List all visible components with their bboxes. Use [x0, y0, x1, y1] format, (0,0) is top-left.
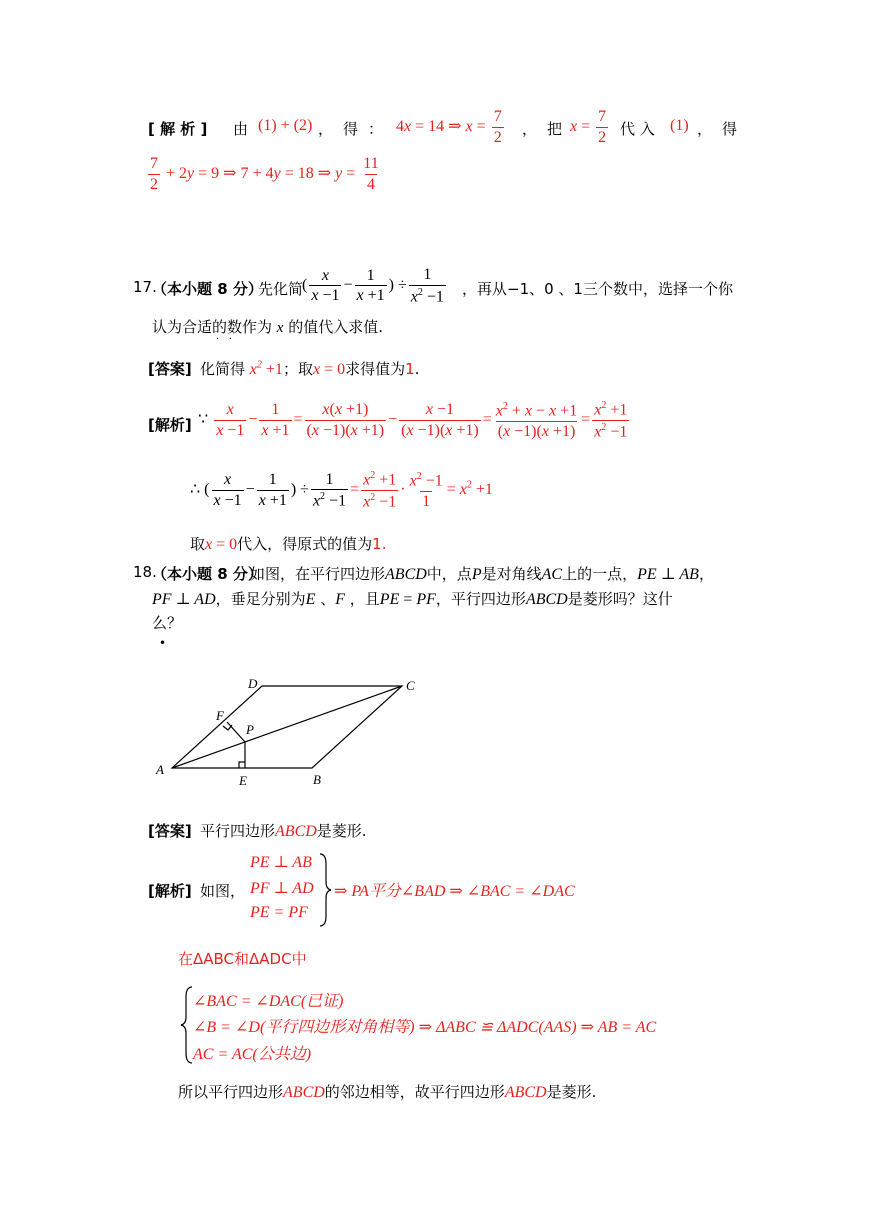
- label-b: B: [313, 772, 321, 787]
- p16-eq-1plus2: (1) + (2): [258, 117, 313, 134]
- p17-number: 17.: [133, 278, 157, 296]
- p16-de: 得: [343, 120, 359, 138]
- bullet-dot: •: [159, 636, 167, 650]
- p17-emphasis-dots: · ·: [216, 334, 232, 345]
- p18-cond3: PE = PF: [250, 904, 308, 921]
- p17-tail: ，再从−1、0 、1三个数中，选择一个你: [462, 280, 733, 298]
- label-a: A: [156, 762, 164, 777]
- p17-answer: 化简得 $x^2 +1$；取x = 0求得值为1.: [200, 359, 420, 378]
- p16-eq-4x: 4x = 14 ⇒ x = $\frac{7}{2}$: [396, 108, 502, 146]
- label-p: P: [246, 722, 254, 737]
- left-brace: [180, 985, 194, 1065]
- p18-answer-tag: [答案]: [148, 822, 192, 840]
- p16-colon: ：: [368, 120, 384, 138]
- p18-number: 18.: [133, 563, 157, 581]
- label-f: F: [216, 708, 224, 723]
- p17-line2: 认为合适的数作为 x 的值代入求值.: [152, 318, 384, 336]
- right-brace: [318, 852, 332, 928]
- label-d: D: [248, 676, 258, 691]
- right-angle-e: [239, 762, 245, 768]
- p18-step2: ∠B = ∠D(平行四边形对角相等) ⇒ ΔABC ≌ ΔADC(AAS) ⇒ AB = AC: [193, 1019, 657, 1036]
- p18-step3: AC = AC(公共边): [193, 1046, 312, 1063]
- p18-cond1: PE ⊥ AB: [250, 854, 312, 871]
- p16-ba: 把: [547, 120, 563, 138]
- p17-points: （本小题 8 分）: [152, 280, 263, 298]
- p16-jiexi-tag: [ 解 析 ]: [148, 120, 208, 138]
- p18-jiexi-tag: [解析]: [148, 882, 192, 900]
- p18-final: 所以平行四边形ABCD的邻边相等，故平行四边形ABCD是菱形.: [178, 1083, 597, 1101]
- p17-expression: ( $\frac{x}{x -1}$ − $\frac{1}{x +1}$ ) ÷ $\frac{1}{x^2 -1}$: [302, 266, 444, 305]
- p16-comma3: ，: [697, 120, 713, 138]
- p17-jiexi-line2: ∴ ( $\frac{x}{x -1}$ − $\frac{1}{x +1}$ ) ÷ $\frac{1}{x^2 -1}$ = $\frac{x^2 +1}{x^2 -1}$ · $\frac{x^2 -1}{1}$ = $x^2 +1$: [190, 470, 493, 511]
- p18-line2: PF ⊥ AD，垂足分别为E 、F ，且PE = PF，平行四边形ABCD是菱形吗？这什: [152, 590, 673, 608]
- p17-jiexi-tag: [解析]: [148, 416, 192, 434]
- p16-comma2: ，: [522, 120, 538, 138]
- p18-jiexi-lead: 如图，: [200, 882, 246, 900]
- p18-answer: 平行四边形ABCD是菱形.: [200, 822, 367, 840]
- p16-line2-eq: $\frac{7}{2}$ + 2y = 9 ⇒ 7 + 4y = 18 ⇒ y = $\frac{11}{4}$: [150, 155, 379, 193]
- p17-conclusion: 取x = 0代入，得原式的值为1.: [190, 535, 387, 553]
- p16-comma1: ，: [318, 120, 334, 138]
- p18-step1: ∠BAC = ∠DAC(已证): [193, 993, 344, 1010]
- p18-result: ⇒ PA平分∠BAD ⇒ ∠BAC = ∠DAC: [334, 883, 575, 900]
- p18-cond2: PF ⊥ AD: [250, 880, 314, 897]
- p18-line1: 如图，在平行四边形ABCD中，点P是对角线AC上的一点，PE ⊥ AB，: [250, 565, 714, 583]
- p18-line3: 么？: [152, 614, 183, 632]
- p16-eq-1: (1): [670, 117, 689, 134]
- p16-dei: 得: [722, 120, 738, 138]
- p18-points: （本小题 8 分）: [152, 565, 263, 583]
- right-angle-f: [223, 725, 232, 730]
- p16-text-you: 由: [233, 120, 249, 138]
- parallelogram-figure: [150, 670, 430, 790]
- p17-lead: 先化简: [258, 280, 304, 298]
- p16-dairu: 代 入: [620, 120, 655, 138]
- segment-pf: [227, 722, 245, 742]
- p17-answer-tag: [答案]: [148, 360, 192, 378]
- label-e: E: [239, 773, 247, 788]
- diagonal-ac: [172, 686, 402, 768]
- p16-eq-x72: x = $\frac{7}{2}$: [570, 108, 607, 146]
- label-c: C: [406, 678, 415, 693]
- p17-jiexi-line1: ∵ $\frac{x}{x -1}$ − $\frac{1}{x +1}$ = $\frac{x(x +1)}{(x -1)(x +1)}$ − $\frac{x -1}{(x -1)(x +1)}$ = $\frac{x^2 + x - x +1}{(x -1)(x +1)}$ = $\frac{x^2 +1}{x^2 -1}$: [198, 400, 628, 441]
- p18-in-triangles: 在ΔABC和ΔADC中: [178, 950, 307, 968]
